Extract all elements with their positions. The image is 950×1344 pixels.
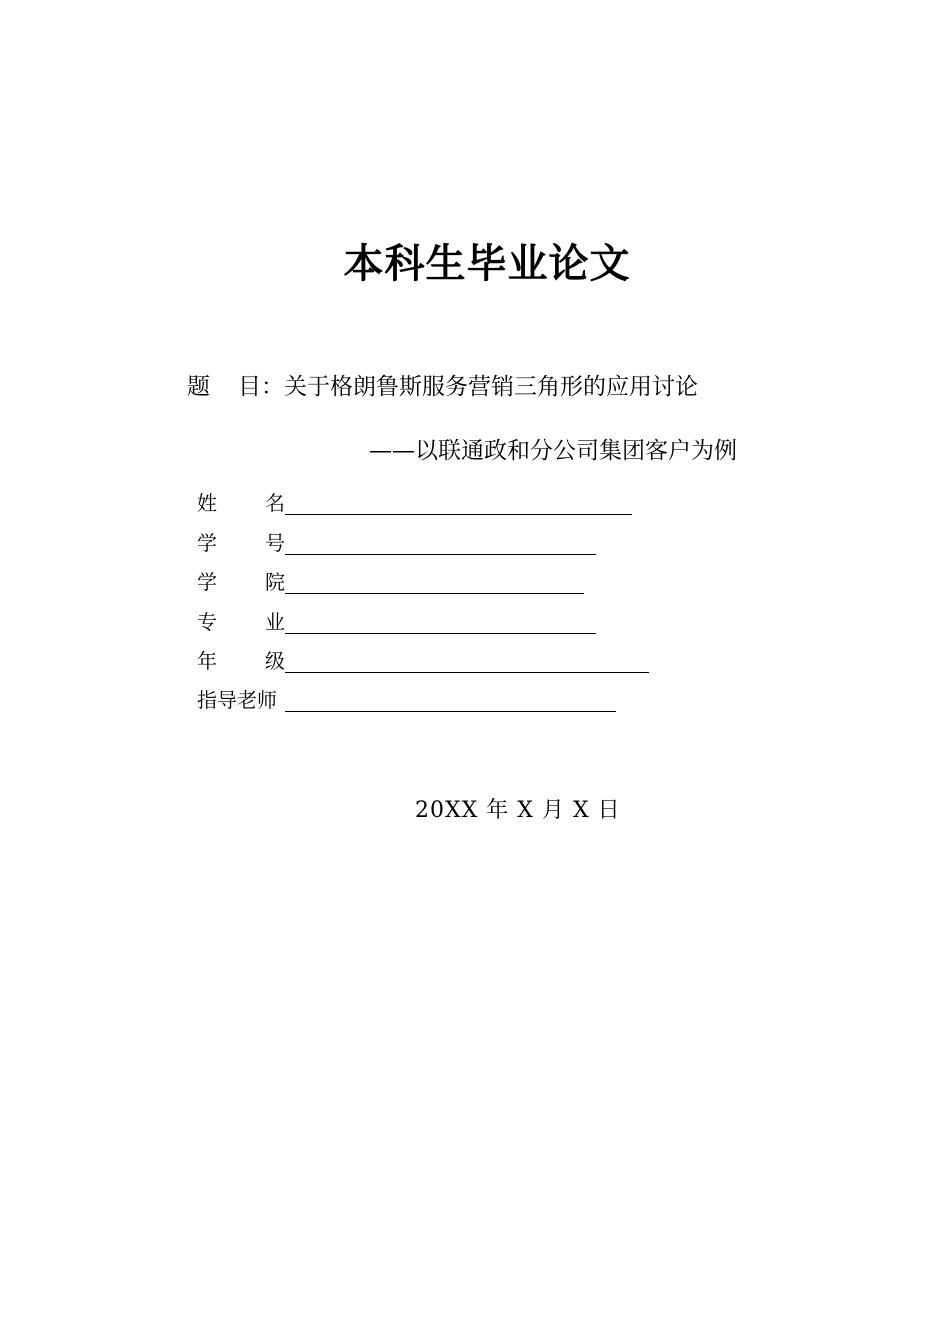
field-advisor-label: 指导老师 [197, 688, 277, 712]
field-student-id-label [197, 530, 285, 556]
field-college-label [197, 569, 285, 595]
field-name-label [197, 490, 285, 516]
topic-subtitle: ——以联通政和分公司集团客户为例 [369, 438, 737, 464]
field-grade [197, 646, 649, 674]
field-major-label [197, 609, 285, 635]
topic-text: 关于格朗鲁斯服务营销三角形的应用讨论 [284, 374, 698, 400]
topic-label-second-char: 目： [238, 374, 284, 400]
field-student-id-blank[interactable] [285, 529, 596, 555]
field-student-id-label-char1: 学 [197, 531, 217, 555]
field-college-label-char1: 学 [197, 570, 217, 594]
topic-line [187, 370, 698, 404]
field-student-id-label-char2: 号 [265, 531, 285, 555]
field-college-label-char2: 院 [265, 570, 285, 594]
field-name-blank[interactable] [285, 489, 632, 515]
field-advisor [197, 685, 616, 713]
field-name-label-char2: 名 [265, 491, 285, 515]
field-college [197, 567, 584, 595]
field-advisor-blank[interactable] [285, 686, 616, 712]
field-major-label-char2: 业 [265, 610, 285, 634]
cover-title: 本科生毕业论文 [343, 241, 631, 287]
field-major-blank[interactable] [285, 608, 596, 634]
field-grade-blank[interactable] [285, 647, 649, 673]
field-college-blank[interactable] [285, 568, 584, 594]
field-major [197, 607, 596, 635]
field-grade-label [197, 648, 285, 674]
field-grade-label-char2: 级 [265, 649, 285, 673]
field-grade-label-char1: 年 [197, 649, 217, 673]
topic-label-first-char: 题 [187, 374, 210, 400]
field-student-id [197, 528, 596, 556]
cover-date: 20XX 年 X 月 X 日 [415, 798, 621, 823]
field-major-label-char1: 专 [197, 610, 217, 634]
field-name [197, 488, 632, 516]
field-name-label-char1: 姓 [197, 491, 217, 515]
